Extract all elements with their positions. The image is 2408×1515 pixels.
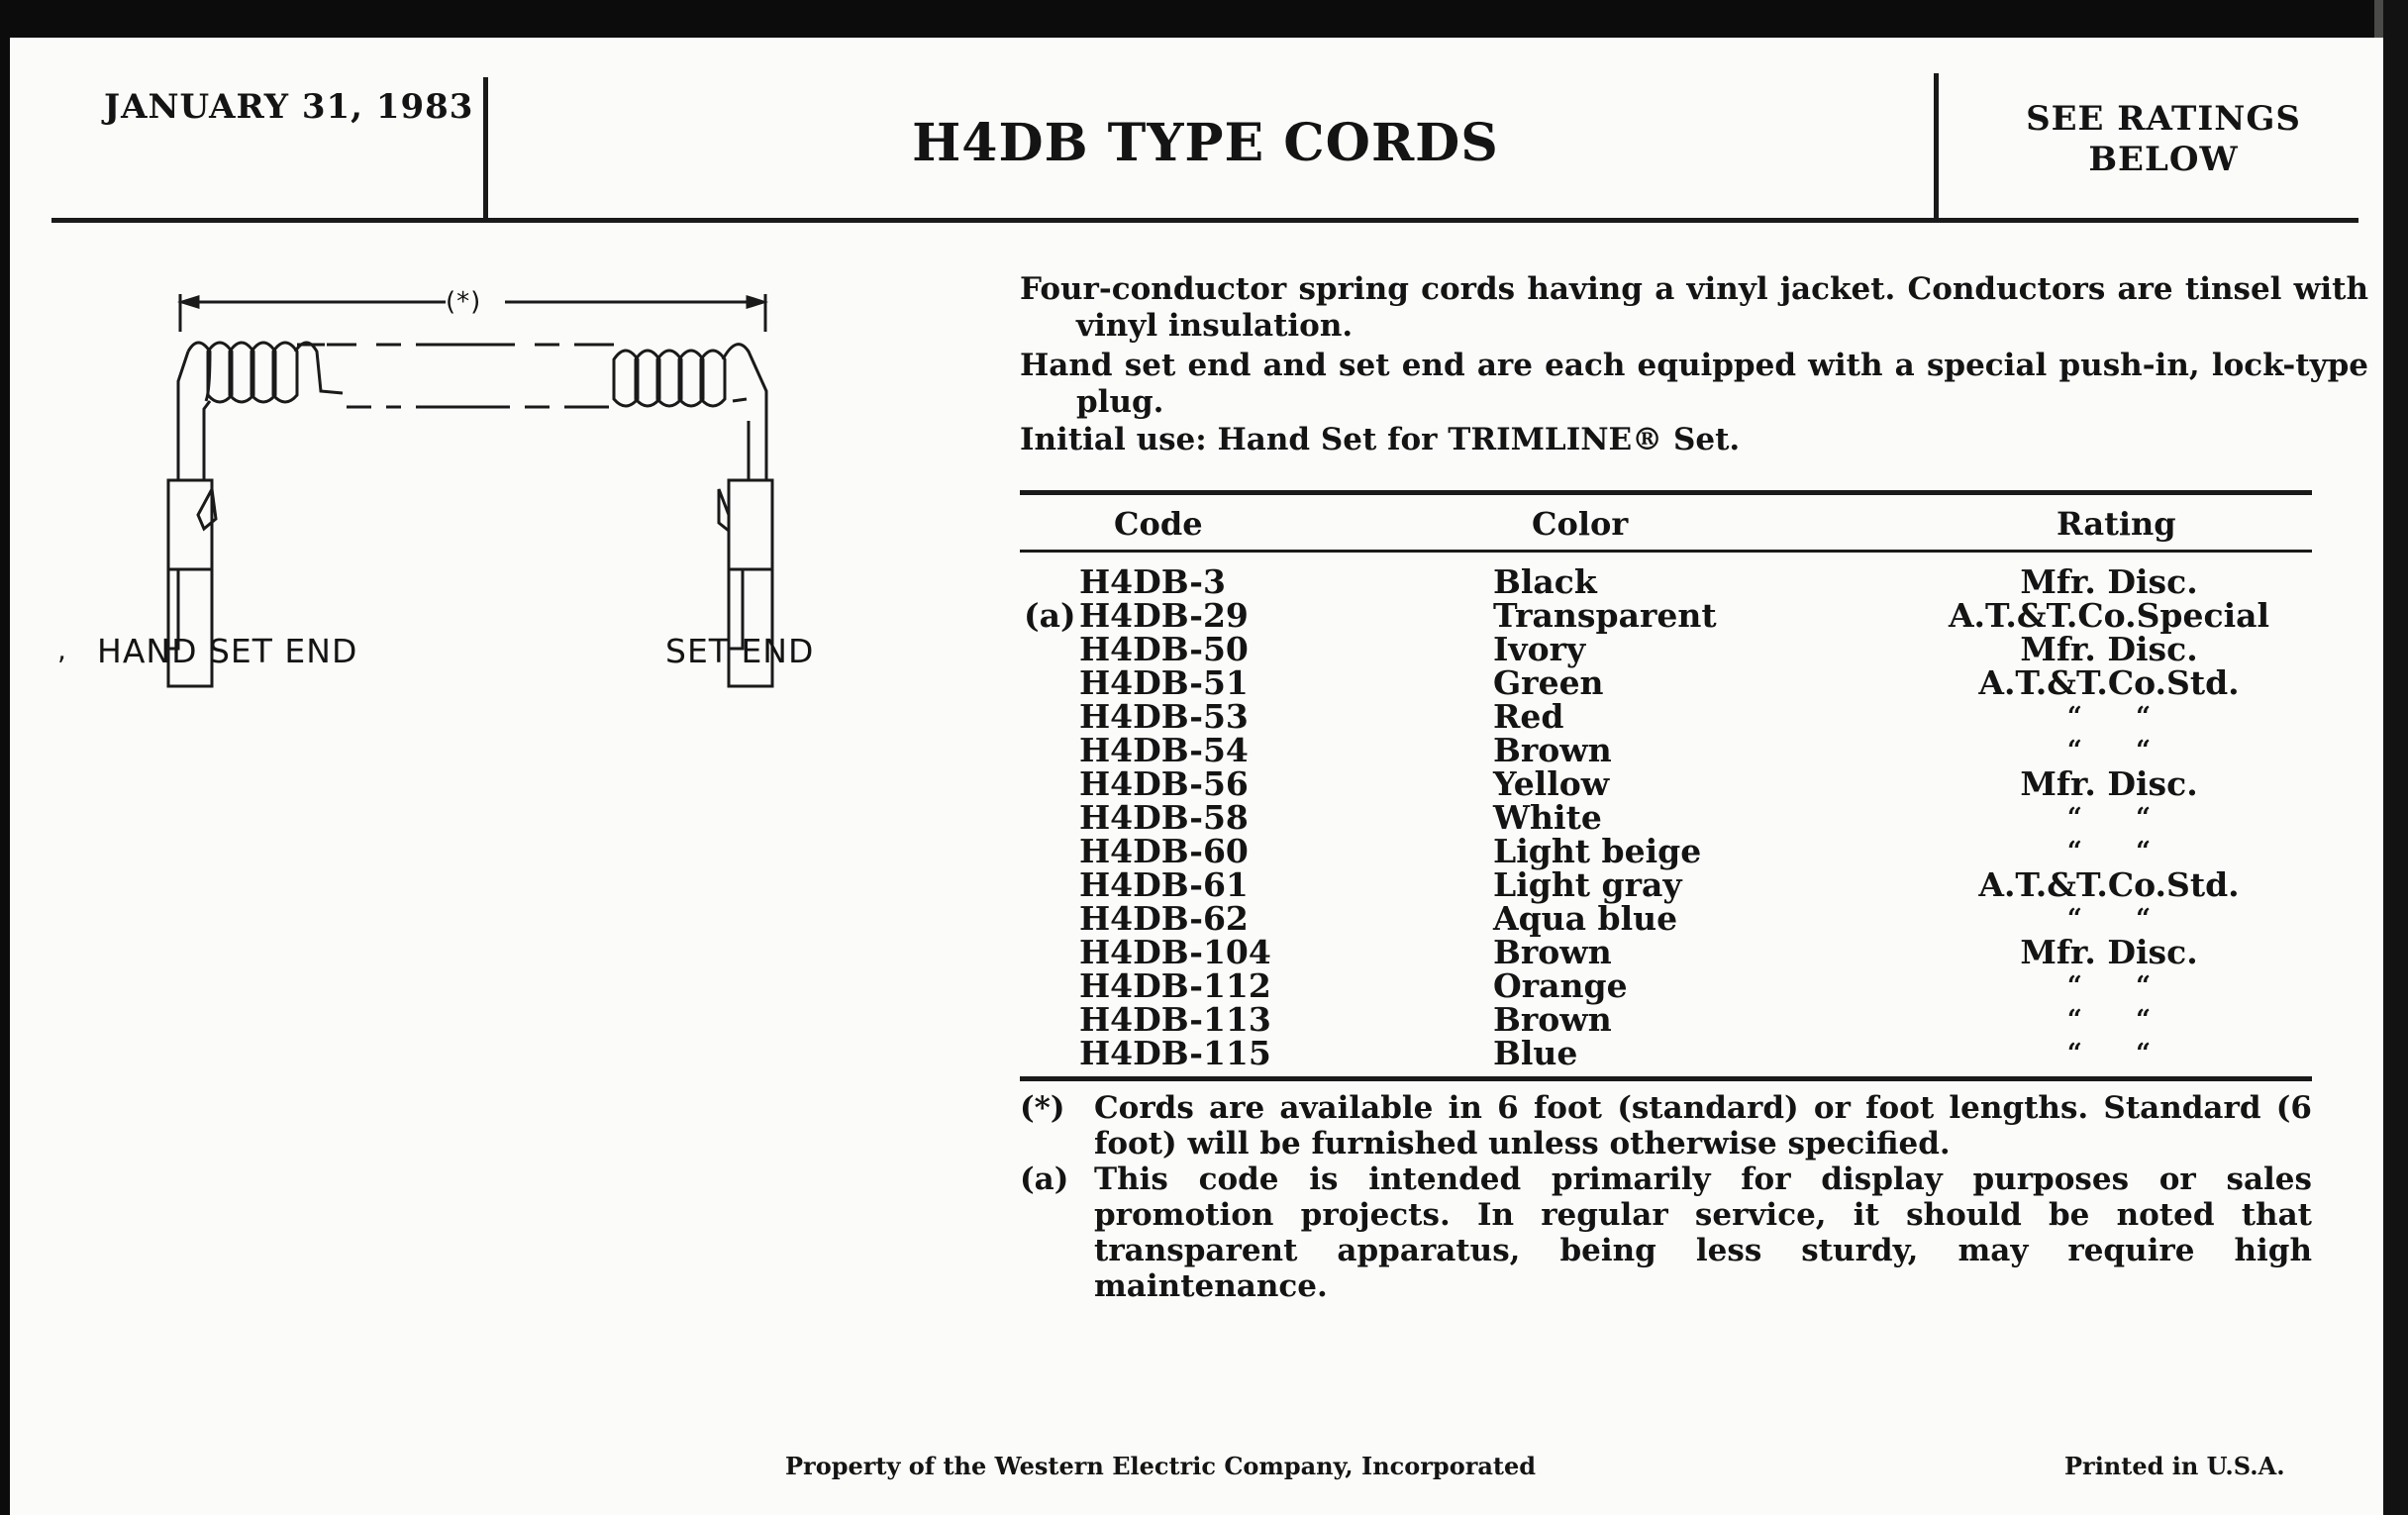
cell-color: Brown [1493, 731, 1612, 769]
header-ratings-line1: SEE RATINGS [2026, 99, 2301, 139]
cell-code: H4DB-50 [1079, 630, 1249, 668]
footer-printed: Printed in U.S.A. [2064, 1452, 2285, 1480]
cell-rating: “ “ [2066, 803, 2152, 833]
cell-rating: Mfr. Disc. [2020, 933, 2198, 971]
header-rule [51, 218, 2358, 223]
table-header-rule [1020, 550, 2312, 553]
cell-code: H4DB-56 [1079, 764, 1249, 803]
table-top-rule [1020, 490, 2312, 495]
initial-use: Initial use: Hand Set for TRIMLINE® Set. [1020, 422, 1741, 457]
cell-rating: “ “ [2066, 1005, 2152, 1035]
cell-rating: Mfr. Disc. [2020, 764, 2198, 803]
header-date: JANUARY 31, 1983 [104, 87, 474, 127]
cell-rating: A.T.&T.Co.Std. [1978, 663, 2240, 702]
cell-code: H4DB-53 [1079, 697, 1249, 736]
table-bottom-rule [1020, 1076, 2312, 1081]
cell-rating: “ “ [2066, 837, 2152, 866]
cell-color: Orange [1493, 966, 1628, 1005]
cell-code: H4DB-113 [1079, 1000, 1271, 1039]
cell-color: Light gray [1493, 865, 1682, 904]
cell-code: H4DB-60 [1079, 832, 1249, 870]
note-asterisk-text: Cords are available in 6 foot (standard) or foot lengths. Standard (6 foot) will be furnished unless otherwise specified. [1094, 1090, 2312, 1162]
note-asterisk [1020, 1090, 2312, 1165]
cell-code: H4DB-3 [1079, 562, 1226, 601]
cell-code: H4DB-115 [1079, 1034, 1271, 1072]
cell-color: Light beige [1493, 832, 1702, 870]
page-title: H4DB TYPE CORDS [912, 113, 1499, 173]
cell-rating: Mfr. Disc. [2020, 562, 2198, 601]
dim-arrow-right [748, 297, 763, 307]
cell-rating: “ “ [2066, 702, 2152, 732]
cell-code: H4DB-62 [1079, 899, 1249, 938]
cell-color: Brown [1493, 933, 1612, 971]
dim-arrow-left [182, 297, 198, 307]
cell-rating: A.T.&T.Co.Special [1948, 596, 2270, 635]
col-header-rating: Rating [2057, 505, 2176, 543]
header-divider-right [1934, 73, 1939, 222]
cell-color: Red [1493, 697, 1564, 736]
hand-set-end-label: HAND SET END [97, 632, 358, 670]
cell-color: Yellow [1493, 764, 1610, 803]
note-a [1020, 1162, 2312, 1304]
cell-rating: A.T.&T.Co.Std. [1978, 865, 2240, 904]
row-footnote-mark: (a) [1024, 596, 1076, 635]
stray-mark: , [57, 634, 67, 666]
description-para-1: Four-conductor spring cords having a vinyl jacket. Conductors are tinsel with vinyl insulation. [1020, 271, 2368, 344]
cell-rating: “ “ [2066, 736, 2152, 765]
cell-rating: “ “ [2066, 971, 2152, 1001]
cell-code: H4DB-29 [1079, 596, 1249, 635]
note-asterisk-mark: (*) [1020, 1090, 1065, 1126]
col-header-color: Color [1532, 505, 1629, 543]
header-ratings-note [1956, 99, 2371, 180]
cell-color: White [1493, 798, 1602, 837]
cell-color: Brown [1493, 1000, 1612, 1039]
cell-color: Transparent [1493, 596, 1717, 635]
cell-rating: “ “ [2066, 904, 2152, 934]
header-ratings-line2: BELOW [2088, 140, 2239, 179]
cell-color: Aqua blue [1493, 899, 1678, 938]
cell-code: H4DB-54 [1079, 731, 1249, 769]
diagram-length-label: (*) [446, 287, 482, 317]
coil-left [188, 343, 343, 402]
cell-color: Black [1493, 562, 1597, 601]
cell-code: H4DB-112 [1079, 966, 1271, 1005]
coil-right [614, 345, 766, 409]
scan-border [2383, 0, 2408, 1515]
description-para-2: Hand set end and set end are each equipped with a special push-in, lock-type plug. [1020, 348, 2368, 420]
note-a-text: This code is intended primarily for display purposes or sales promotion projects. In regular service, it should be noted that transparent apparatus, being less sturdy, may require high maintenance. [1094, 1162, 2312, 1304]
cell-code: H4DB-104 [1079, 933, 1271, 971]
note-a-mark: (a) [1020, 1162, 1069, 1197]
col-header-code: Code [1114, 505, 1203, 543]
cell-color: Green [1493, 663, 1604, 702]
cell-color: Ivory [1493, 630, 1586, 668]
cord-diagram [59, 272, 852, 688]
cell-rating: Mfr. Disc. [2020, 630, 2198, 668]
cell-code: H4DB-58 [1079, 798, 1249, 837]
cell-code: H4DB-61 [1079, 865, 1249, 904]
cell-color: Blue [1493, 1034, 1578, 1072]
cell-rating: “ “ [2066, 1039, 2152, 1068]
cell-code: H4DB-51 [1079, 663, 1249, 702]
footer-property: Property of the Western Electric Company, Incorporated [785, 1452, 1537, 1480]
set-end-label: SET END [665, 632, 815, 670]
